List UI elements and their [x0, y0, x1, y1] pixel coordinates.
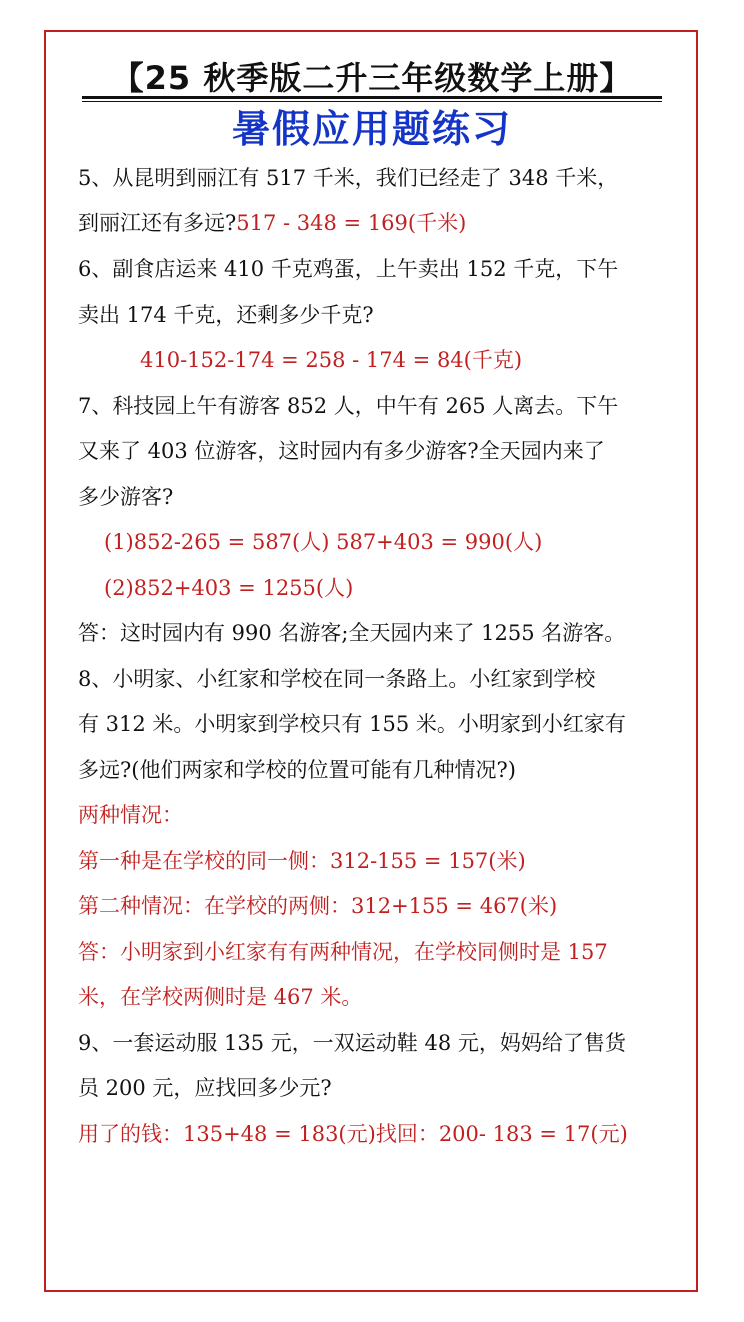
page-title: 【25 秋季版二升三年级数学上册】 — [111, 59, 633, 97]
problem-5-question-end: 到丽江还有多远? — [78, 211, 237, 235]
problem-8-line-3: 多远?(他们两家和学校的位置可能有几种情况?) — [78, 758, 516, 782]
problem-5-answer: 517 - 348 = 169(千米) — [236, 211, 467, 235]
problem-9-line-2: 员 200 元，应找回多少元? — [78, 1076, 332, 1100]
problem-8-line-2: 有 312 米。小明家到学校只有 155 米。小明家到小红家有 — [78, 712, 626, 736]
problem-6-answer: 410-152-174 = 258 - 174 = 84(千克) — [140, 348, 523, 372]
title-underline-bottom — [82, 101, 662, 102]
problem-7-conclusion: 答：这时园内有 990 名游客;全天园内来了 1255 名游客。 — [78, 621, 626, 645]
problem-7-line-2: 又来了 403 位游客，这时园内有多少游客?全天园内来了 — [78, 439, 605, 463]
problem-7-answer-1: (1)852-265 = 587(人) 587+403 = 990(人) — [104, 530, 543, 554]
title-underline-top — [82, 96, 662, 99]
problem-7-line-1: 7、科技园上午有游客 852 人，中午有 265 人离去。下午 — [78, 394, 619, 418]
problem-8-conclusion-2: 米，在学校两侧时是 467 米。 — [78, 985, 363, 1009]
problem-8-line-1: 8、小明家、小红家和学校在同一条路上。小红家到学校 — [78, 667, 596, 691]
problem-8-answer-1: 第一种是在学校的同一侧：312-155 = 157(米) — [78, 849, 526, 873]
problem-6-line-2: 卖出 174 千克，还剩多少千克? — [78, 303, 374, 327]
problem-9-answer: 用了的钱：135+48 = 183(元)找回：200- 183 = 17(元) — [78, 1122, 628, 1146]
problem-5-line-1: 5、从昆明到丽江有 517 千米，我们已经走了 348 千米， — [78, 166, 619, 190]
page-subtitle: 暑假应用题练习 — [231, 107, 512, 151]
problem-8-answer-intro: 两种情况： — [78, 803, 183, 827]
problem-8-answer-2: 第二种情况：在学校的两侧：312+155 = 467(米) — [78, 894, 558, 918]
problem-9-line-1: 9、一套运动服 135 元，一双运动鞋 48 元，妈妈给了售货 — [78, 1031, 626, 1055]
problem-8-conclusion-1: 答：小明家到小红家有有两种情况，在学校同侧时是 157 — [78, 940, 608, 964]
problem-6-line-1: 6、副食店运来 410 千克鸡蛋，上午卖出 152 千克，下午 — [78, 257, 619, 281]
problem-5-line-2 — [78, 208, 466, 238]
problem-7-line-3: 多少游客? — [78, 485, 174, 509]
problem-7-answer-2: (2)852+403 = 1255(人) — [104, 576, 354, 600]
